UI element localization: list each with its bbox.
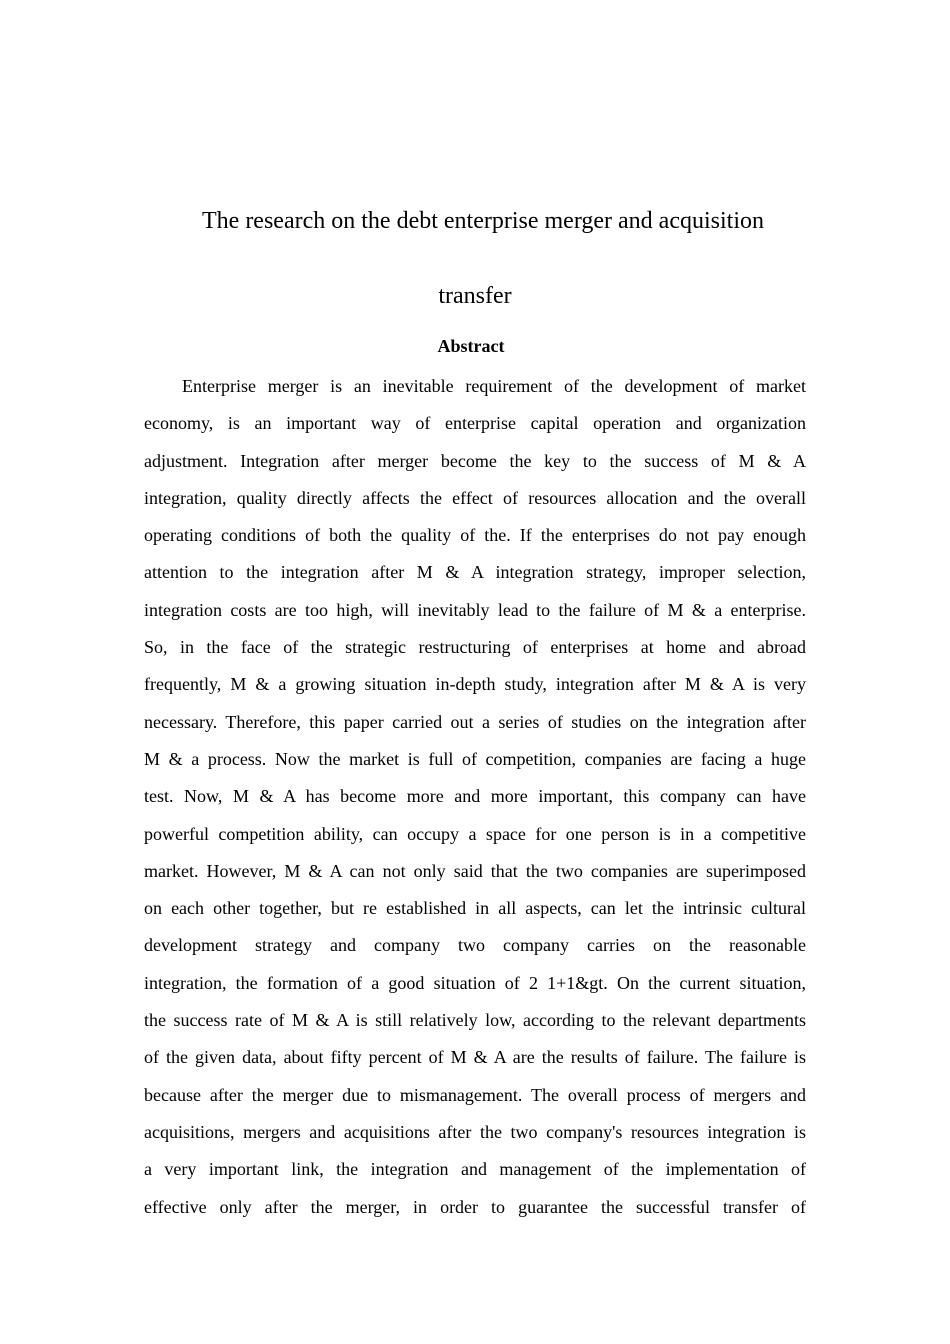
abstract-line: because after the merger due to mismanagement. The overall process of mergers and	[144, 1084, 806, 1105]
abstract-line: powerful competition ability, can occupy a space for one person is in a competitive	[144, 823, 806, 844]
abstract-line: of the given data, about fifty percent of M & A are the results of failure. The failure is	[144, 1047, 806, 1068]
abstract-line: operating conditions of both the quality of the. If the enterprises do not pay enough	[144, 525, 806, 546]
abstract-line: integration, quality directly affects the effect of resources allocation and the overall	[144, 487, 806, 508]
abstract-line: integration costs are too high, will inevitably lead to the failure of M & a enterprise.	[144, 599, 806, 620]
abstract-line: acquisitions, mergers and acquisitions after the two company's resources integration is	[144, 1121, 806, 1142]
abstract-body	[144, 368, 806, 1226]
title-line-2: transfer	[438, 283, 512, 309]
abstract-line: frequently, M & a growing situation in-depth study, integration after M & A is very	[144, 674, 806, 695]
abstract-line: economy, is an important way of enterprise capital operation and organization	[144, 413, 806, 434]
abstract-line: necessary. Therefore, this paper carried out a series of studies on the integration after	[144, 711, 806, 732]
abstract-line: effective only after the merger, in order to guarantee the successful transfer of	[144, 1196, 806, 1217]
abstract-line: So, in the face of the strategic restructuring of enterprises at home and abroad	[144, 637, 806, 658]
abstract-line: Enterprise merger is an inevitable requirement of the development of market	[182, 376, 806, 396]
abstract-line: integration, the formation of a good situation of 2 1+1&gt. On the current situation,	[144, 972, 806, 993]
abstract-line: on each other together, but re established in all aspects, can let the intrinsic cultural	[144, 898, 806, 919]
abstract-heading: Abstract	[437, 336, 505, 356]
abstract-line: market. However, M & A can not only said that the two companies are superimposed	[144, 860, 806, 881]
abstract-line: development strategy and company two company carries on the reasonable	[144, 935, 806, 956]
abstract-line: M & a process. Now the market is full of competition, companies are facing a huge	[144, 748, 806, 769]
abstract-line: adjustment. Integration after merger become the key to the success of M & A	[144, 450, 806, 471]
abstract-line: test. Now, M & A has become more and more important, this company can have	[144, 786, 806, 807]
abstract-line: the success rate of M & A is still relatively low, according to the relevant departments	[144, 1010, 806, 1031]
abstract-line: a very important link, the integration and management of the implementation of	[144, 1159, 806, 1180]
title-line-1: The research on the debt enterprise merger and acquisition	[202, 208, 764, 234]
abstract-line: attention to the integration after M & A integration strategy, improper selection,	[144, 562, 806, 583]
